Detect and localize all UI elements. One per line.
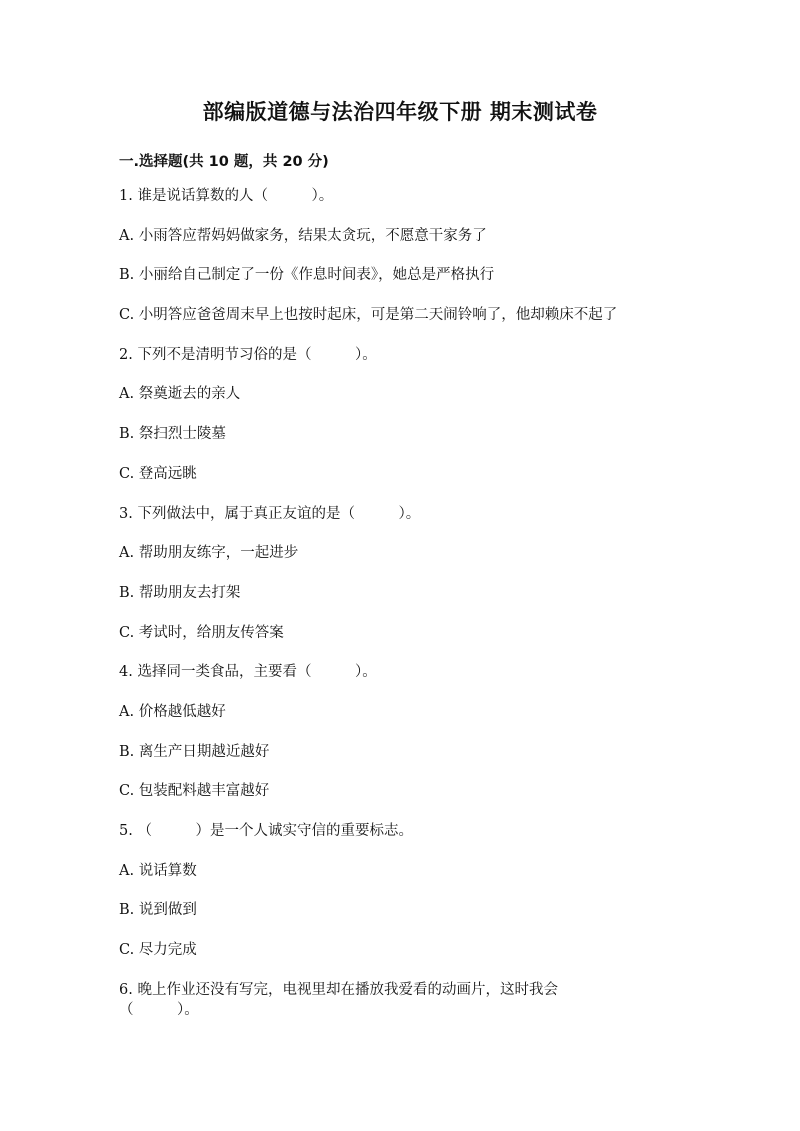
answer-option-b: B. 小丽给自己制定了一份《作息时间表》，她总是严格执行 — [119, 267, 495, 284]
answer-option-c: C. 考试时，给朋友传答案 — [119, 624, 284, 641]
section-header: 一.选择题(共 10 题，共 20 分) — [119, 154, 329, 170]
answer-option-b: B. 说到做到 — [119, 902, 197, 919]
answer-option-c: C. 包装配料越丰富越好 — [119, 783, 270, 800]
question-stem: 6. 晚上作业还没有写完，电视里却在播放我爱看的动画片，这时我会（ ）。 — [119, 981, 558, 1018]
answer-option-a: A. 帮助朋友练字，一起进步 — [119, 545, 299, 562]
answer-option-a: A. 小雨答应帮妈妈做家务，结果太贪玩，不愿意干家务了 — [119, 227, 487, 244]
answer-option-b: B. 离生产日期越近越好 — [119, 743, 270, 760]
answer-option-b: B. 帮助朋友去打架 — [119, 584, 241, 601]
answer-option-a: A. 祭奠逝去的亲人 — [119, 386, 241, 403]
question-1 — [119, 186, 699, 325]
question-2 — [119, 345, 699, 484]
answer-option-c: C. 尽力完成 — [119, 942, 197, 959]
question-list — [119, 186, 699, 1039]
question-6 — [119, 980, 699, 1020]
question-stem: 4. 选择同一类食品，主要看（ ）。 — [119, 664, 377, 681]
question-stem: 1. 谁是说话算数的人（ ）。 — [119, 188, 334, 204]
question-5 — [119, 821, 699, 960]
question-stem: 2. 下列不是清明节习俗的是（ ）。 — [119, 346, 377, 363]
answer-option-a: A. 说话算数 — [119, 862, 197, 879]
answer-option-c: C. 小明答应爸爸周末早上也按时起床，可是第二天闹铃响了，他却赖床不起了 — [119, 307, 618, 324]
page-title: 部编版道德与法治四年级下册 期末测试卷 — [202, 100, 598, 124]
question-3 — [119, 504, 699, 643]
answer-option-b: B. 祭扫烈士陵墓 — [119, 426, 226, 443]
answer-option-c: C. 登高远眺 — [119, 465, 197, 482]
question-stem: 3. 下列做法中，属于真正友谊的是（ ）。 — [119, 505, 421, 522]
question-stem: 5. （ ）是一个人诚实守信的重要标志。 — [119, 823, 413, 839]
question-4 — [119, 662, 699, 801]
answer-option-a: A. 价格越低越好 — [119, 703, 226, 720]
